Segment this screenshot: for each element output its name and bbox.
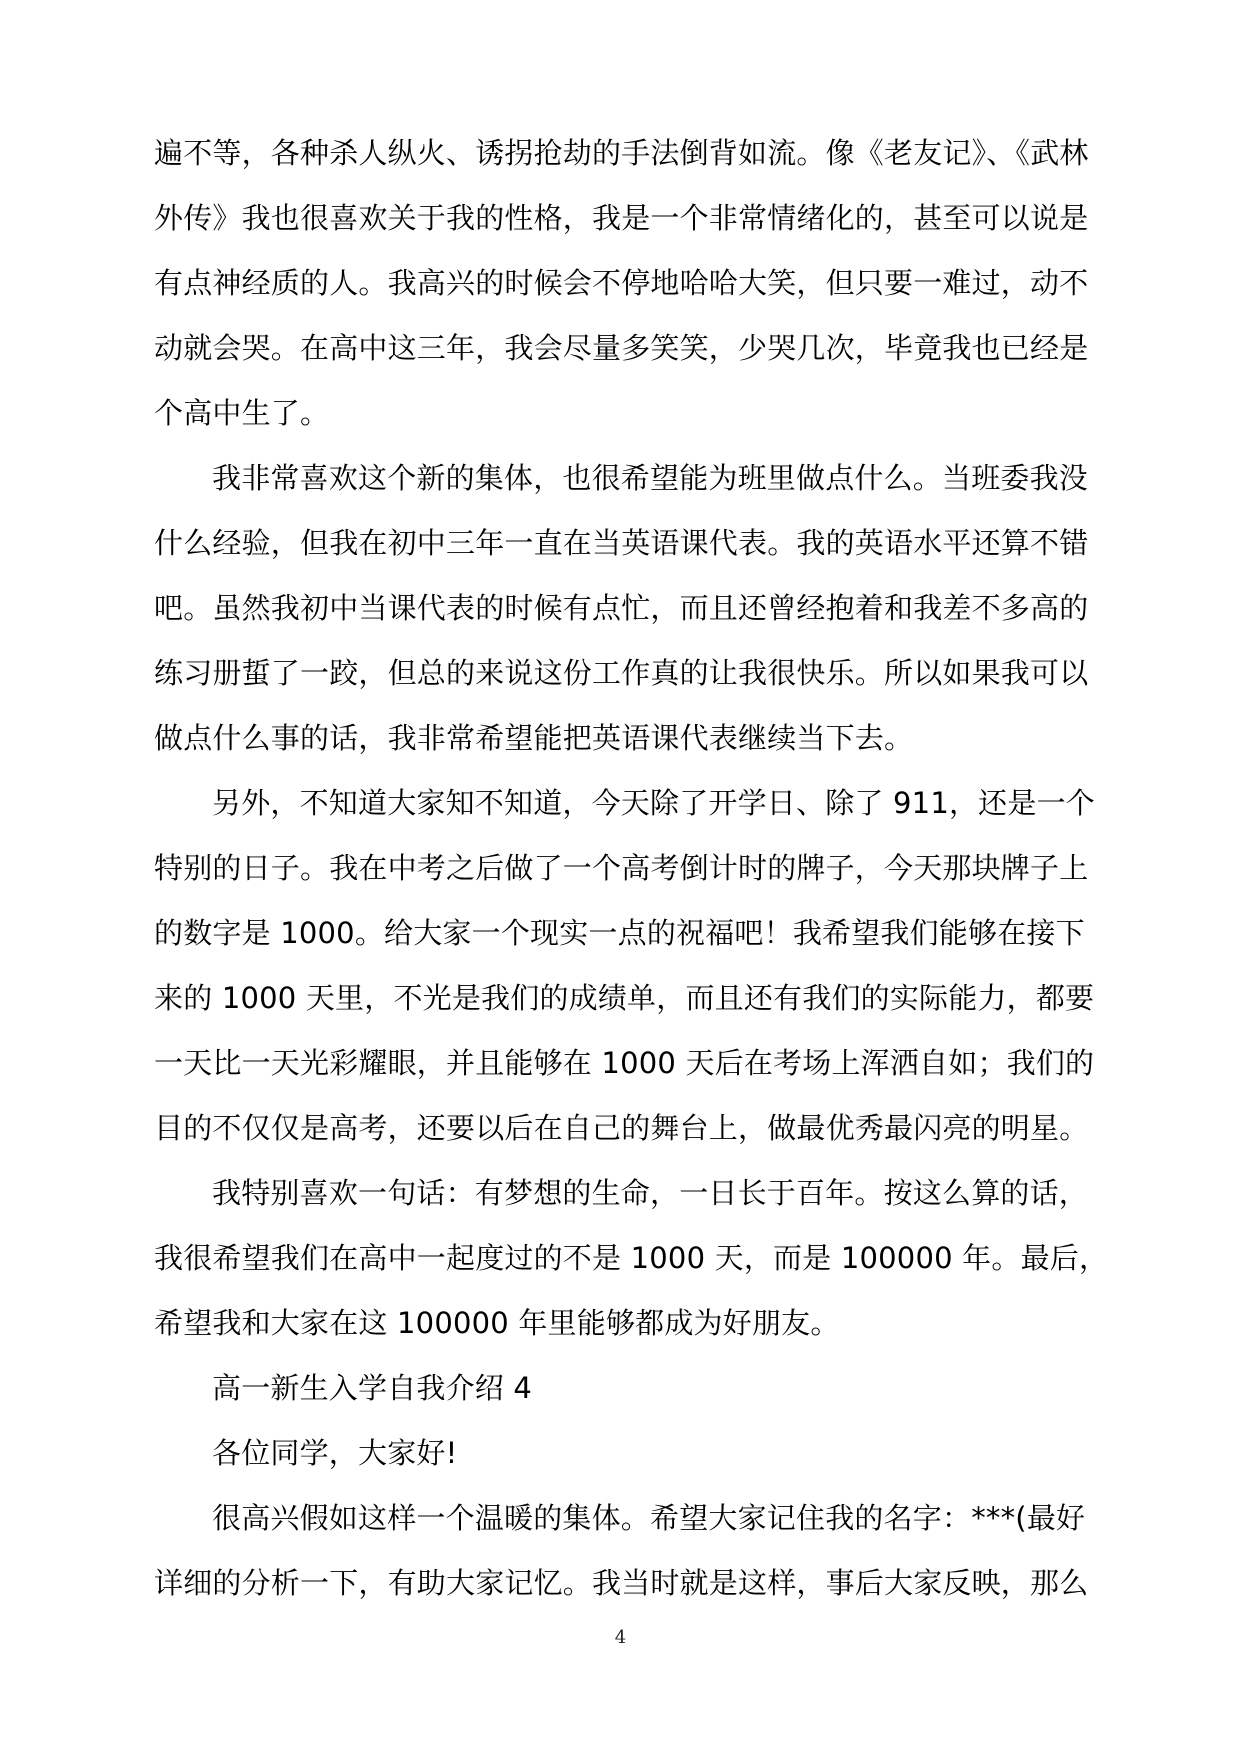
text-line: 个高中生了。 xyxy=(154,396,330,430)
text-line: 有点神经质的人。我高兴的时候会不停地哈哈大笑，但只要一难过，动不 xyxy=(154,266,1089,300)
text-line: 一天比一天光彩耀眼，并且能够在 1000 天后在考场上浑洒自如；我们的 xyxy=(154,1046,1095,1080)
text-line: 特别的日子。我在中考之后做了一个高考倒计时的牌子，今天那块牌子上 xyxy=(154,851,1089,885)
text-line: 动就会哭。在高中这三年，我会尽量多笑笑，少哭几次，毕竟我也已经是 xyxy=(154,331,1089,365)
text-line: 的数字是 1000。给大家一个现实一点的祝福吧！我希望我们能够在接下 xyxy=(154,916,1085,950)
text-line: 各位同学，大家好! xyxy=(212,1436,458,1470)
text-line: 很高兴假如这样一个温暖的集体。希望大家记住我的名字：***(最好 xyxy=(212,1501,1086,1535)
text-line: 练习册蜇了一跤，但总的来说这份工作真的让我很快乐。所以如果我可以 xyxy=(154,656,1089,690)
text-line: 外传》我也很喜欢关于我的性格，我是一个非常情绪化的，甚至可以说是 xyxy=(154,201,1089,235)
text-line: 详细的分析一下，有助大家记忆。我当时就是这样，事后大家反映，那么 xyxy=(154,1566,1089,1600)
text-line: 遍不等，各种杀人纵火、诱拐抢劫的手法倒背如流。像《老友记》、《武林 xyxy=(154,136,1089,170)
text-line: 来的 1000 天里，不光是我们的成绩单，而且还有我们的实际能力，都要 xyxy=(154,981,1095,1015)
text-line: 我很希望我们在高中一起度过的不是 1000 天，而是 100000 年。最后， xyxy=(154,1241,1109,1275)
text-line: 做点什么事的话，我非常希望能把英语课代表继续当下去。 xyxy=(154,721,914,755)
page-number: 4 xyxy=(614,1627,627,1648)
text-line: 高一新生入学自我介绍 4 xyxy=(212,1371,533,1405)
text-line: 吧。虽然我初中当课代表的时候有点忙，而且还曾经抱着和我差不多高的 xyxy=(154,591,1089,625)
text-line: 另外，不知道大家知不知道，今天除了开学日、除了 911，还是一个 xyxy=(212,786,1095,820)
text-line: 什么经验，但我在初中三年一直在当英语课代表。我的英语水平还算不错 xyxy=(154,526,1089,560)
text-line: 我特别喜欢一句话：有梦想的生命，一日长于百年。按这么算的话， xyxy=(212,1176,1089,1210)
text-line: 我非常喜欢这个新的集体，也很希望能为班里做点什么。当班委我没 xyxy=(212,461,1089,495)
text-line: 希望我和大家在这 100000 年里能够都成为好朋友。 xyxy=(154,1306,840,1340)
document-body xyxy=(154,121,1109,1616)
text-line: 目的不仅仅是高考，还要以后在自己的舞台上，做最优秀最闪亮的明星。 xyxy=(154,1111,1089,1145)
